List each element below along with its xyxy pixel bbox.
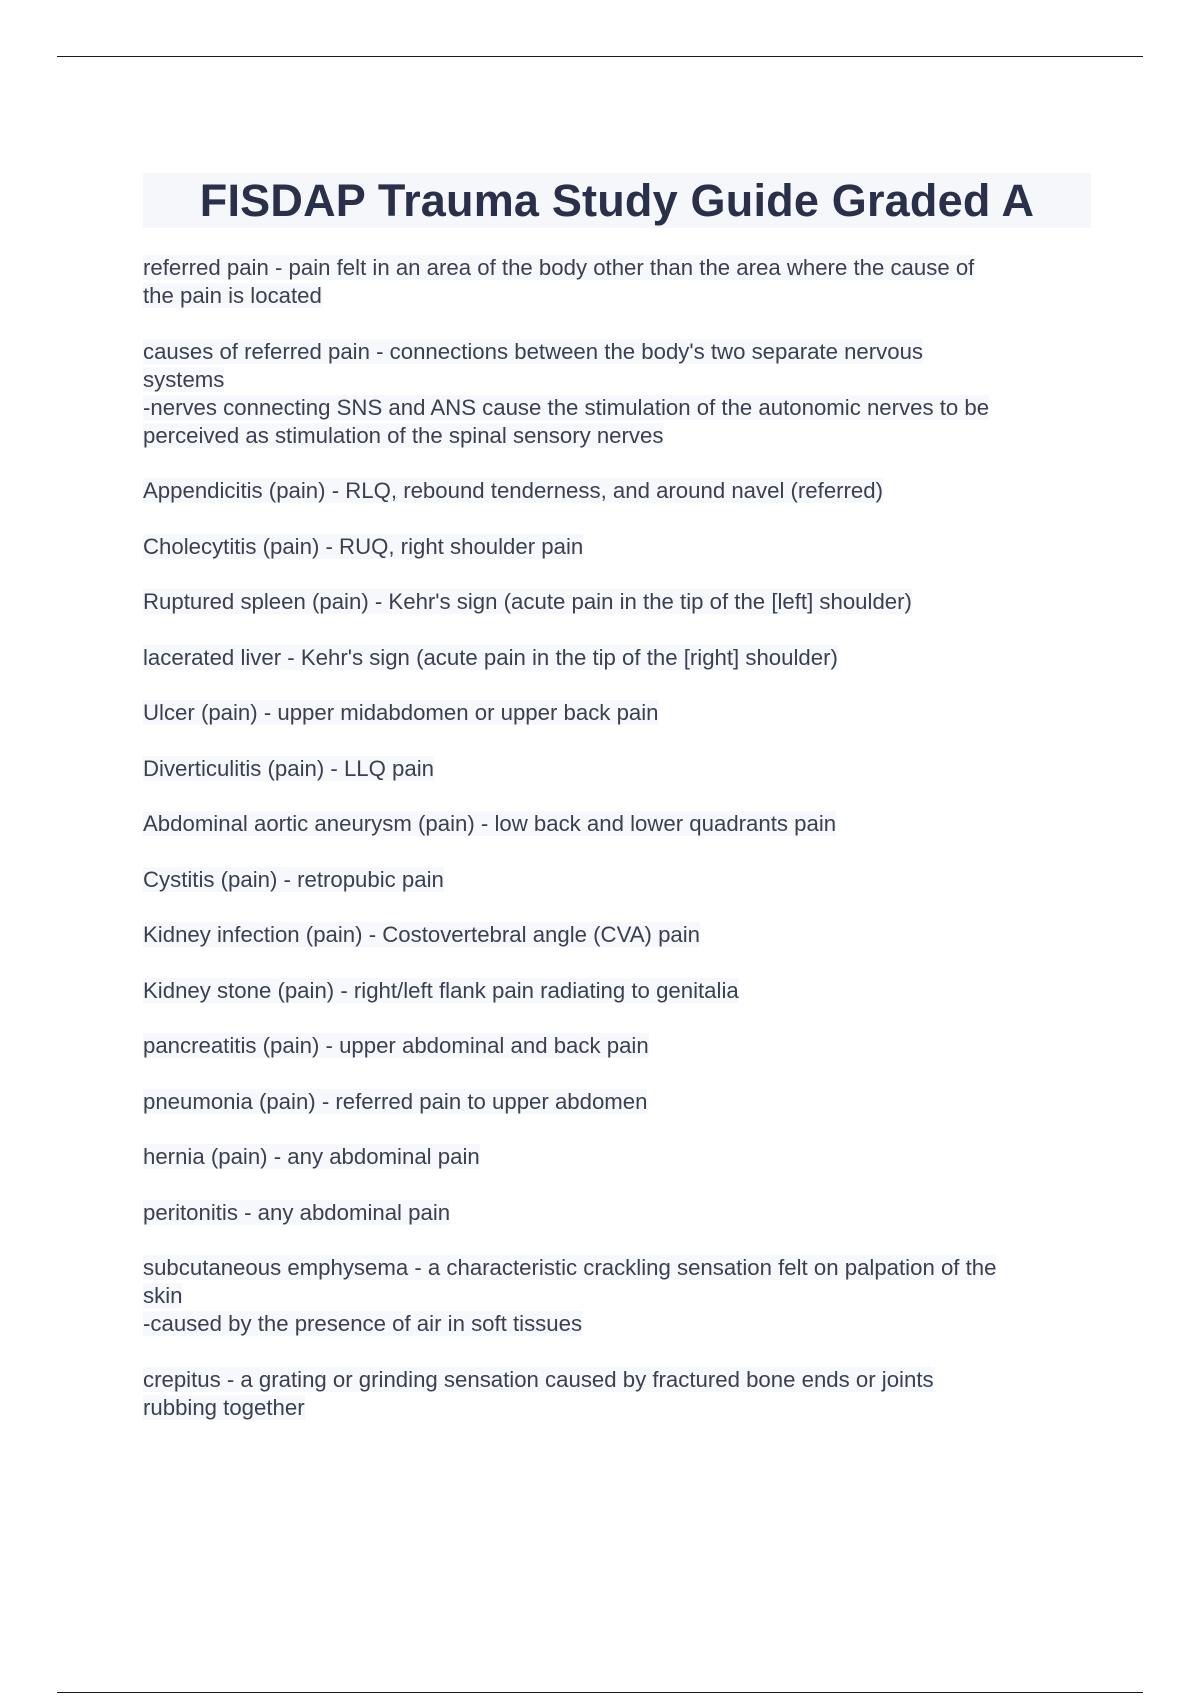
entry-line-text: Abdominal aortic aneurysm (pain) - low back and lower quadrants pain: [143, 811, 837, 836]
entry-line-text: hernia (pain) - any abdominal pain: [143, 1144, 480, 1169]
study-entry: [143, 1366, 1083, 1422]
entry-line: [143, 533, 1083, 561]
entry-line-text: subcutaneous emphysema - a characteristic crackling sensation felt on palpation of the: [143, 1255, 997, 1280]
entry-line: [143, 254, 1083, 282]
entry-line: [143, 1282, 1083, 1310]
entry-line-text: systems: [143, 366, 225, 392]
entry-line: [143, 866, 1083, 894]
entry-line: [143, 282, 1083, 310]
entry-line: [143, 644, 1083, 672]
entry-line-text: peritonitis - any abdominal pain: [143, 1199, 451, 1225]
title-banner: [143, 173, 1091, 228]
entry-line-text: Cholecytitis (pain) - RUQ, right shoulder pain: [143, 533, 584, 559]
entry-line-text: Kidney stone (pain) - right/left flank pain radiating to genitalia: [143, 977, 739, 1003]
entry-line: [143, 1310, 1083, 1338]
entry-line: [143, 1143, 1083, 1171]
entry-line: [143, 422, 1083, 450]
bottom-rule: [57, 1692, 1143, 1693]
entry-line: [143, 921, 1083, 949]
entry-line-text: Kidney infection (pain) - Costovertebral angle (CVA) pain: [143, 922, 701, 947]
entry-line: [143, 755, 1083, 783]
entry-line: [143, 394, 1083, 422]
study-entry: [143, 477, 1083, 505]
document-title: FISDAP Trauma Study Guide Graded A: [199, 174, 1035, 226]
entry-line: [143, 477, 1083, 505]
study-entry: [143, 1254, 1083, 1338]
entry-line-text: lacerated liver - Kehr's sign (acute pain in the tip of the [right] shoulder): [143, 644, 838, 670]
entry-line: [143, 1394, 1083, 1422]
study-entry: [143, 1088, 1083, 1116]
entry-line-text: the pain is located: [143, 283, 322, 308]
study-entry: [143, 866, 1083, 894]
top-rule: [57, 56, 1143, 57]
entry-line: [143, 1366, 1083, 1394]
study-entry: [143, 921, 1083, 949]
study-entry: [143, 644, 1083, 672]
entry-line-text: pancreatitis (pain) - upper abdominal and back pain: [143, 1033, 649, 1058]
entry-line-text: rubbing together: [143, 1394, 305, 1420]
study-entry: [143, 755, 1083, 783]
study-entry: [143, 588, 1083, 616]
entry-line: [143, 810, 1083, 838]
entry-line-text: Diverticulitis (pain) - LLQ pain: [143, 755, 435, 781]
entry-line-text: pneumonia (pain) - referred pain to upper abdomen: [143, 1088, 648, 1114]
entry-line: [143, 1254, 1083, 1282]
study-entry: [143, 533, 1083, 561]
entry-line-text: Ruptured spleen (pain) - Kehr's sign (acute pain in the tip of the [left] shoulder): [143, 589, 912, 614]
entry-line-text: -caused by the presence of air in soft tissues: [143, 1311, 583, 1336]
entry-line-text: crepitus - a grating or grinding sensation caused by fractured bone ends or joints: [143, 1366, 934, 1392]
study-entry: [143, 338, 1083, 450]
study-entry: [143, 699, 1083, 727]
entry-line: [143, 366, 1083, 394]
entry-line: [143, 1199, 1083, 1227]
study-entry: [143, 1032, 1083, 1060]
study-entry: [143, 810, 1083, 838]
study-entry: [143, 1143, 1083, 1171]
entry-line-text: skin: [143, 1283, 183, 1308]
entry-line-text: perceived as stimulation of the spinal sensory nerves: [143, 422, 664, 448]
study-entry: [143, 254, 1083, 310]
entry-line-text: Ulcer (pain) - upper midabdomen or upper back pain: [143, 700, 659, 725]
entry-line-text: -nerves connecting SNS and ANS cause the stimulation of the autonomic nerves to be: [143, 394, 990, 420]
entry-line-text: referred pain - pain felt in an area of the body other than the area where the cause of: [143, 255, 975, 280]
study-entry: [143, 977, 1083, 1005]
entry-line-text: Appendicitis (pain) - RLQ, rebound tenderness, and around navel (referred): [143, 478, 883, 503]
entry-line-text: causes of referred pain - connections between the body's two separate nervous: [143, 338, 924, 364]
entry-line: [143, 1032, 1083, 1060]
study-guide-entries: [143, 254, 1083, 1449]
entry-line: [143, 1088, 1083, 1116]
entry-line: [143, 699, 1083, 727]
entry-line-text: Cystitis (pain) - retropubic pain: [143, 866, 444, 892]
entry-line: [143, 338, 1083, 366]
entry-line: [143, 588, 1083, 616]
entry-line: [143, 977, 1083, 1005]
study-entry: [143, 1199, 1083, 1227]
